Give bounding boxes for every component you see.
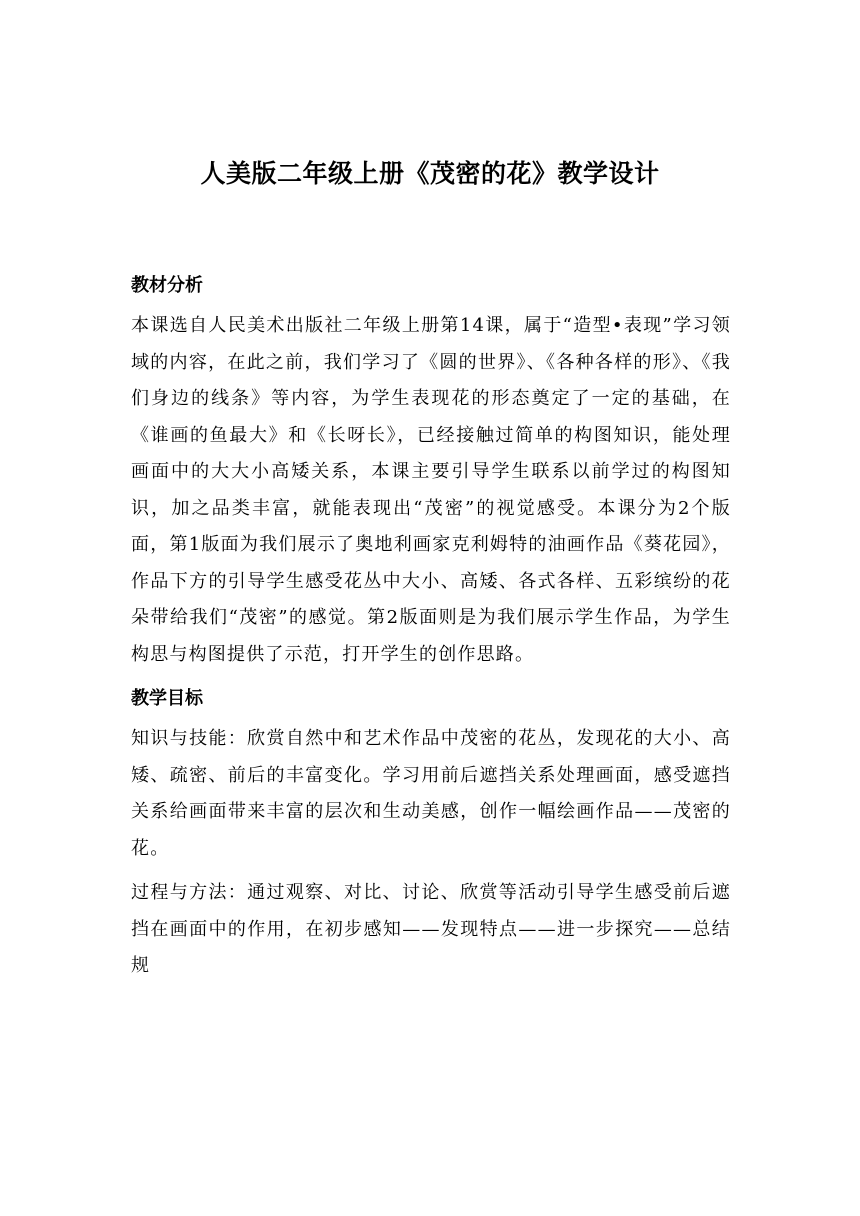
- section-heading-analysis: 教材分析: [131, 275, 203, 296]
- analysis-paragraph: 本课选自人民美术出版社二年级上册第14课，属于“造型•表现”学习领域的内容，在此之前，我们学习了《圆的世界》、《各种各样的形》、《我们身边的线条》等内容，为学生表现花的形态奠定了一定的基础，在《谁画的鱼最大》和《长呀长》，已经接触过简单的构图知识，能处理画面中的大大小高矮关系，本课主要引导学生联系以前学过的构图知识，加之品类丰富，就能表现出“茂密”的视觉感受。本课分为2个版面，第1版面为我们展示了奥地利画家克利姆特的油画作品《葵花园》，作品下方的引导学生感受花丛中大小、高矮、各式各样、五彩缤纷的花朵带给我们“茂密”的感觉。第2版面则是为我们展示学生作品，为学生构思与构图提供了示范，打开学生的创作思路。: [131, 315, 731, 665]
- document-title: 人美版二年级上册《茂密的花》教学设计: [200, 159, 660, 188]
- document-body: [131, 268, 731, 985]
- objective-paragraph-process: 过程与方法：通过观察、对比、讨论、欣赏等活动引导学生感受前后遮挡在画面中的作用，在初步感知——发现特点——进一步探究——总结规: [131, 882, 731, 976]
- objective-paragraph-knowledge: 知识与技能：欣赏自然中和艺术作品中茂密的花丛，发现花的大小、高矮、疏密、前后的丰富变化。学习用前后遮挡关系处理画面，感受遮挡关系给画面带来丰富的层次和生动美感，创作一幅绘画作品——茂密的花。: [131, 728, 731, 859]
- section-heading-objectives: 教学目标: [131, 688, 203, 709]
